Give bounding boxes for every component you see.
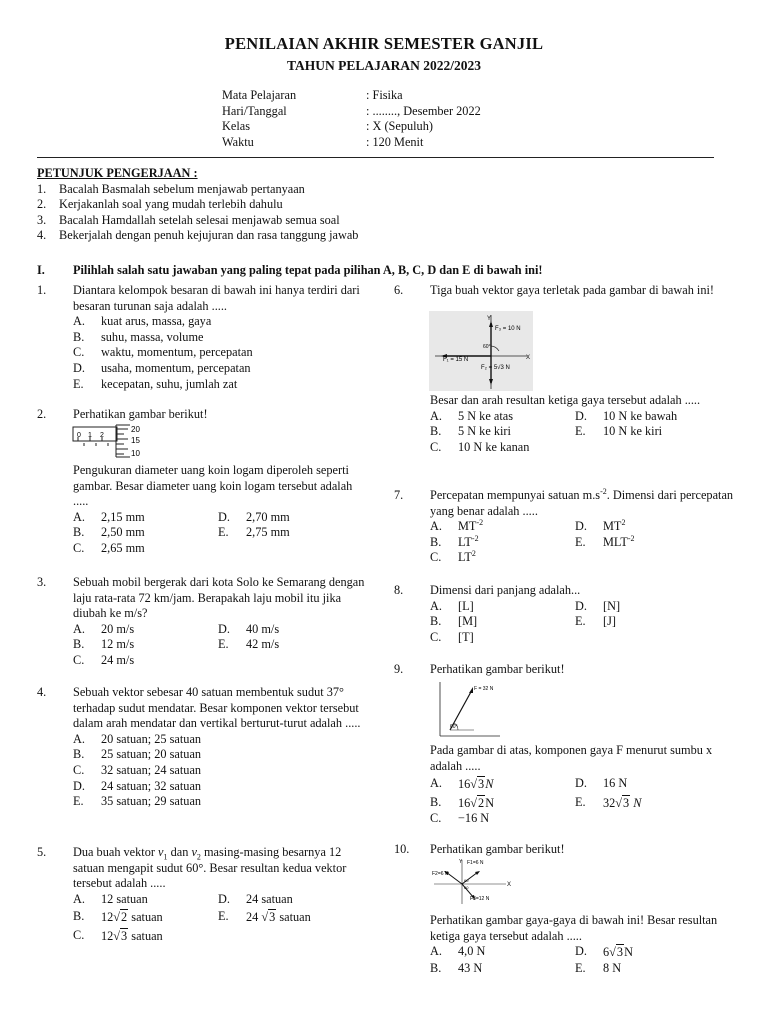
option-text: 12 satuan <box>101 891 148 906</box>
question-3 <box>37 575 367 669</box>
option-e[interactable] <box>575 535 720 551</box>
option-letter: C. <box>73 345 85 360</box>
axis-x-label: X <box>526 355 531 361</box>
instruction-item <box>37 228 737 244</box>
radicand: 2 <box>478 795 485 810</box>
question-text: Perhatikan gambar berikut! <box>430 662 565 676</box>
option-e[interactable] <box>73 794 367 810</box>
info-row <box>222 88 481 104</box>
option-a[interactable] <box>73 314 367 330</box>
option-text: 24 satuan <box>246 891 293 906</box>
question-number: 1. <box>37 283 47 297</box>
unit: N <box>485 777 494 792</box>
option-b[interactable] <box>430 614 575 630</box>
header-divider <box>37 157 714 158</box>
option-text: waktu, momentum, percepatan <box>101 345 253 360</box>
question-2-body <box>37 463 367 557</box>
option-b[interactable] <box>73 747 367 763</box>
question-text: Besar dan arah resultan ketiga gaya tersebut adalah ..... <box>430 393 701 407</box>
scale-0: 0 <box>77 432 81 439</box>
info-label: Hari/Tanggal <box>222 103 287 118</box>
option-text: [L] <box>458 598 474 613</box>
option-e[interactable] <box>575 961 720 977</box>
option-letter: E. <box>218 525 229 540</box>
option-e[interactable] <box>218 525 363 541</box>
instruction-number: 2. <box>37 197 47 212</box>
info-value: : ........, Desember 2022 <box>366 103 481 118</box>
angle-label-1: 60 <box>464 878 469 883</box>
instruction-item <box>37 197 737 213</box>
option-text: MLT <box>603 534 628 549</box>
question-6 <box>394 283 734 299</box>
option-a[interactable] <box>73 622 218 638</box>
option-text: −16 N <box>458 811 490 826</box>
option-letter: C. <box>430 439 442 454</box>
question-number: 4. <box>37 685 47 699</box>
option-letter: C. <box>430 811 442 826</box>
info-value: : 120 Menit <box>366 134 424 149</box>
option-d[interactable] <box>575 409 720 425</box>
option-text: 16 N <box>603 776 628 791</box>
question-number: 2. <box>37 407 47 421</box>
thimble-10: 10 <box>131 449 140 458</box>
option-text: 2,50 mm <box>101 525 145 540</box>
f1-label: F1=6 N <box>467 860 484 866</box>
unit: satuan <box>131 910 163 925</box>
option-text: 25 satuan; 20 satuan <box>101 747 202 762</box>
option-c[interactable]: C. 12√3 satuan <box>73 927 163 943</box>
option-letter: E. <box>575 960 586 975</box>
question-8 <box>394 583 734 645</box>
axis-y-label: Y <box>459 859 463 865</box>
option-letter: D. <box>575 598 587 613</box>
option-b[interactable] <box>73 637 218 653</box>
question-4 <box>37 685 367 810</box>
question-number: 6. <box>394 283 404 297</box>
option-letter: A. <box>430 776 442 791</box>
text-part: dan <box>170 845 189 859</box>
option-letter: E. <box>73 794 84 809</box>
option-a[interactable] <box>73 892 218 908</box>
scale-1: 1 <box>88 432 92 439</box>
question-text: Sebuah vektor sebesar 40 satuan membentuk sudut 37° terhadap sudut mendatar. Besar komponen vektor tersebut dalam arah mendatar dan vertikal berturut-turut adalah ..... <box>73 685 361 731</box>
force-label: F = 32 N <box>474 686 494 692</box>
unit: N <box>633 795 642 810</box>
option-letter: B. <box>73 525 85 540</box>
option-text: 24 satuan; 32 satuan <box>101 778 202 793</box>
option-text: [T] <box>458 629 474 644</box>
radicand: 3 <box>623 795 630 810</box>
option-d[interactable] <box>575 519 720 535</box>
option-letter: A. <box>430 944 442 959</box>
option-letter: A. <box>73 731 85 746</box>
instruction-number: 3. <box>37 212 47 227</box>
superscript: -2 <box>600 487 607 496</box>
option-a[interactable]: A. 16√3N <box>430 776 494 792</box>
info-row <box>222 135 481 151</box>
option-text: 4,0 N <box>458 944 486 959</box>
instruction-item <box>37 182 737 198</box>
question-number: 3. <box>37 575 47 589</box>
question-text: Sebuah mobil bergerak dari kota Solo ke Semarang dengan laju rata-rata 72 km/jam. Berapakah laju mobil itu jika diubah ke m/s? <box>73 575 365 621</box>
coefficient: 6 <box>603 945 610 960</box>
info-row <box>222 104 481 120</box>
option-d[interactable] <box>218 510 363 526</box>
option-text: 20 m/s <box>101 621 135 636</box>
option-letter: E. <box>575 424 586 439</box>
option-c[interactable] <box>430 811 575 827</box>
option-text: 40 m/s <box>246 621 280 636</box>
option-letter: E. <box>218 909 229 924</box>
option-text: 10 N ke kiri <box>603 424 663 439</box>
exam-info <box>222 88 481 150</box>
question-text: Dimensi dari panjang adalah... <box>430 583 581 597</box>
text-part: besarnya 12 satuan mengapit sudut 60°. Besar resultan kedua vektor tersebut adalah ..... <box>73 845 347 891</box>
exponent: -2 <box>627 533 635 543</box>
radicand: 3 <box>616 945 624 960</box>
option-letter: E. <box>218 637 229 652</box>
coefficient: 16 <box>458 795 471 810</box>
option-text: 5 N ke atas <box>458 408 513 423</box>
option-letter: B. <box>73 329 85 344</box>
vector-symbol: v <box>158 845 164 859</box>
instructions-heading: PETUNJUK PENGERJAAN : <box>37 166 198 180</box>
option-e[interactable]: E. 24 √3 satuan <box>218 909 311 925</box>
option-a[interactable] <box>430 409 575 425</box>
f1-label: F₁ = 15 N <box>443 357 469 363</box>
option-c[interactable] <box>73 763 367 779</box>
option-e[interactable]: E. 32√3 N <box>575 794 642 810</box>
option-b[interactable] <box>73 330 367 346</box>
instruction-number: 4. <box>37 228 47 243</box>
instruction-text: Bacalah Hamdallah setelah selesai menjawab semua soal <box>59 212 340 227</box>
question-number: 8. <box>394 583 404 597</box>
option-b[interactable] <box>430 535 575 551</box>
option-letter: E. <box>575 794 586 809</box>
option-c[interactable] <box>73 541 218 557</box>
coefficient: 32 <box>603 795 616 810</box>
option-letter: B. <box>430 424 442 439</box>
option-b[interactable] <box>430 424 575 440</box>
vector-figure-q6 <box>429 311 533 391</box>
vector-symbol: v <box>191 845 197 859</box>
option-c[interactable] <box>73 345 367 361</box>
option-a[interactable] <box>73 732 367 748</box>
axis-x-label: X <box>507 882 512 888</box>
question-number: 5. <box>37 845 47 859</box>
option-e[interactable] <box>218 637 363 653</box>
option-letter: B. <box>430 960 442 975</box>
option-text: 24 m/s <box>101 652 135 667</box>
option-letter: C. <box>73 652 85 667</box>
text-part: Percepatan mempunyai satuan m.s <box>430 488 601 502</box>
option-text: 2,75 mm <box>246 525 290 540</box>
coefficient: 12 <box>101 928 114 943</box>
option-d[interactable] <box>73 779 367 795</box>
option-e[interactable] <box>575 424 720 440</box>
question-5 <box>37 845 367 945</box>
option-c[interactable] <box>430 440 575 456</box>
exam-subtitle: TAHUN PELAJARAN 2022/2023 <box>286 58 481 73</box>
option-text: 32 satuan; 24 satuan <box>101 762 202 777</box>
angle-label-2: 60 <box>464 885 469 890</box>
option-letter: D. <box>575 519 587 534</box>
option-text: LT <box>458 534 472 549</box>
f3-label: F3=12 N <box>470 896 490 902</box>
option-a[interactable] <box>73 510 218 526</box>
question-7 <box>394 488 734 566</box>
option-text: 5 N ke kiri <box>458 424 511 439</box>
option-text: suhu, massa, volume <box>101 329 204 344</box>
info-value: : X (Sepuluh) <box>366 119 433 134</box>
option-letter: C. <box>73 540 85 555</box>
radicand: 3 <box>478 777 485 792</box>
option-d[interactable] <box>218 892 363 908</box>
option-letter: A. <box>73 621 85 636</box>
option-letter: D. <box>218 509 230 524</box>
option-letter: D. <box>575 776 587 791</box>
question-text: Pada gambar di atas, komponen gaya F menurut sumbu x adalah ..... <box>430 743 713 773</box>
instruction-number: 1. <box>37 181 47 196</box>
question-number: 9. <box>394 662 404 676</box>
text-part: Dua buah vektor <box>73 845 155 859</box>
option-c[interactable] <box>73 653 218 669</box>
radicand: 2 <box>121 910 128 925</box>
option-b[interactable] <box>73 525 218 541</box>
option-e[interactable] <box>73 377 367 393</box>
option-text: kuat arus, massa, gaya <box>101 314 212 329</box>
instruction-text: Kerjakanlah soal yang mudah terlebih dahulu <box>59 197 283 212</box>
exam-title: PENILAIAN AKHIR SEMESTER GANJIL <box>224 34 544 53</box>
option-letter: E. <box>575 534 586 549</box>
exponent: 2 <box>471 549 476 559</box>
exponent: -2 <box>476 518 484 528</box>
coefficient: 16 <box>458 777 471 792</box>
option-letter: E. <box>575 614 586 629</box>
scale-2: 2 <box>100 432 104 439</box>
question-text: Perhatikan gambar gaya-gaya di bawah ini! Besar resultan ketiga gaya tersebut adalah ..... <box>430 913 718 943</box>
option-letter: C. <box>73 927 85 942</box>
angle-label: 60° <box>483 344 491 350</box>
option-c[interactable] <box>430 550 575 566</box>
option-letter: B. <box>73 747 85 762</box>
option-text: 20 satuan; 25 satuan <box>101 731 202 746</box>
option-text: [M] <box>458 614 478 629</box>
option-b[interactable]: B. 12√2 satuan <box>73 909 163 925</box>
info-row <box>222 119 481 135</box>
option-text: 35 satuan; 29 satuan <box>101 794 202 809</box>
angle-label: 60° <box>450 724 458 730</box>
option-letter: B. <box>73 909 85 924</box>
option-letter: D. <box>218 621 230 636</box>
option-letter: A. <box>73 314 85 329</box>
question-text <box>430 488 734 519</box>
option-text: 10 N ke kanan <box>458 439 530 454</box>
option-a[interactable] <box>430 599 575 615</box>
info-label: Kelas <box>222 119 250 134</box>
option-text: MT <box>603 519 622 534</box>
option-d[interactable] <box>575 776 720 793</box>
option-d[interactable] <box>73 361 367 377</box>
instruction-item <box>37 213 737 229</box>
f2-label: F₂ = 5√3 N <box>481 365 510 371</box>
option-d[interactable] <box>218 622 363 638</box>
option-letter: D. <box>73 360 85 375</box>
radicand: 3 <box>121 928 128 943</box>
question-text: Pengukuran diameter uang koin logam diperoleh seperti gambar. Besar diameter uang koin logam tersebut adalah ..... <box>73 463 353 509</box>
thimble-15: 15 <box>131 436 140 445</box>
option-text: 43 N <box>458 960 483 975</box>
coefficient: 12 <box>101 910 114 925</box>
option-letter: B. <box>430 794 442 809</box>
unit: satuan <box>279 910 311 925</box>
section-heading <box>37 263 737 279</box>
question-text: Perhatikan gambar berikut! <box>73 407 208 421</box>
option-letter: A. <box>430 598 442 613</box>
option-letter: A. <box>73 891 85 906</box>
option-text: usaha, momentum, percepatan <box>101 360 251 375</box>
question-10-body <box>394 913 734 976</box>
option-a[interactable] <box>430 944 575 961</box>
unit: satuan <box>131 928 163 943</box>
info-label: Mata Pelajaran <box>222 88 297 102</box>
exponent: -2 <box>471 533 479 543</box>
thimble-20: 20 <box>131 425 140 434</box>
question-number: 10. <box>394 842 410 856</box>
option-text: 2,15 mm <box>101 509 145 524</box>
instruction-text: Bacalah Basmalah sebelum menjawab pertanyaan <box>59 181 305 196</box>
option-letter: B. <box>430 534 442 549</box>
option-letter: D. <box>218 891 230 906</box>
axis-y-label: Y <box>487 316 492 322</box>
info-value: : Fisika <box>366 88 403 102</box>
vector-figure-q9 <box>434 680 504 740</box>
micrometer-figure <box>72 423 152 459</box>
option-text: 12 m/s <box>101 637 135 652</box>
option-text: LT <box>458 550 472 565</box>
option-text: 42 m/s <box>246 637 280 652</box>
section-title: Pilihlah salah satu jawaban yang paling tepat pada pilihan A, B, C, D dan E di bawah ini! <box>73 263 543 277</box>
subscript: 1 <box>163 852 168 862</box>
radicand: 3 <box>269 910 276 925</box>
option-letter: D. <box>73 778 85 793</box>
unit: N <box>485 795 495 810</box>
option-letter: A. <box>430 519 442 534</box>
option-text: [N] <box>603 598 621 613</box>
option-letter: E. <box>73 376 84 391</box>
exponent: 2 <box>621 518 626 528</box>
option-b[interactable] <box>430 961 575 977</box>
instructions <box>37 166 737 244</box>
option-letter: D. <box>575 408 587 423</box>
option-e[interactable] <box>575 614 720 630</box>
option-text: [J] <box>603 614 616 629</box>
f2-label: F2=6 N <box>432 871 449 877</box>
option-letter: B. <box>430 614 442 629</box>
option-text: 8 N <box>603 960 622 975</box>
question-10 <box>394 842 734 858</box>
vector-figure-q10 <box>430 858 512 906</box>
option-letter: C. <box>73 762 85 777</box>
option-c[interactable] <box>430 630 575 646</box>
option-text: 10 N ke bawah <box>603 408 678 423</box>
unit: N <box>624 945 633 960</box>
question-6-body <box>394 393 734 455</box>
option-d[interactable]: D. 6√3N <box>575 944 633 960</box>
question-1 <box>37 283 367 392</box>
option-text: 2,70 mm <box>246 509 290 524</box>
text-part: masing-masing <box>203 845 280 859</box>
question-text: Diantara kelompok besaran di bawah ini hanya terdiri dari besaran turunan saja adalah ..... <box>73 283 360 313</box>
subscript: 2 <box>196 852 201 862</box>
option-b[interactable]: B. 16√2N <box>430 794 495 810</box>
question-9-body <box>394 743 734 827</box>
option-letter: D. <box>575 944 587 959</box>
option-text: 2,65 mm <box>101 540 145 555</box>
option-text: kecepatan, suhu, jumlah zat <box>101 376 238 391</box>
instruction-text: Bekerjalah dengan penuh kejujuran dan rasa tanggung jawab <box>59 228 359 243</box>
question-number: 7. <box>394 488 404 502</box>
question-9 <box>394 662 734 678</box>
f3-label: F₃ = 10 N <box>495 326 521 332</box>
question-text <box>73 845 367 892</box>
question-text: Tiga buah vektor gaya terletak pada gambar di bawah ini! <box>430 283 714 297</box>
coefficient: 24 <box>246 910 259 925</box>
text-part: . Dimensi dari percepatan yang benar adalah ..... <box>430 488 734 518</box>
option-a[interactable] <box>430 519 575 535</box>
option-letter: B. <box>73 637 85 652</box>
option-letter: A. <box>430 408 442 423</box>
question-text: Perhatikan gambar berikut! <box>430 842 565 856</box>
option-letter: C. <box>430 550 442 565</box>
section-number: I. <box>37 263 45 277</box>
question-2 <box>37 407 367 423</box>
option-text: MT <box>458 519 477 534</box>
option-d[interactable] <box>575 599 720 615</box>
option-letter: C. <box>430 629 442 644</box>
info-label: Waktu <box>222 134 254 149</box>
option-letter: A. <box>73 509 85 524</box>
